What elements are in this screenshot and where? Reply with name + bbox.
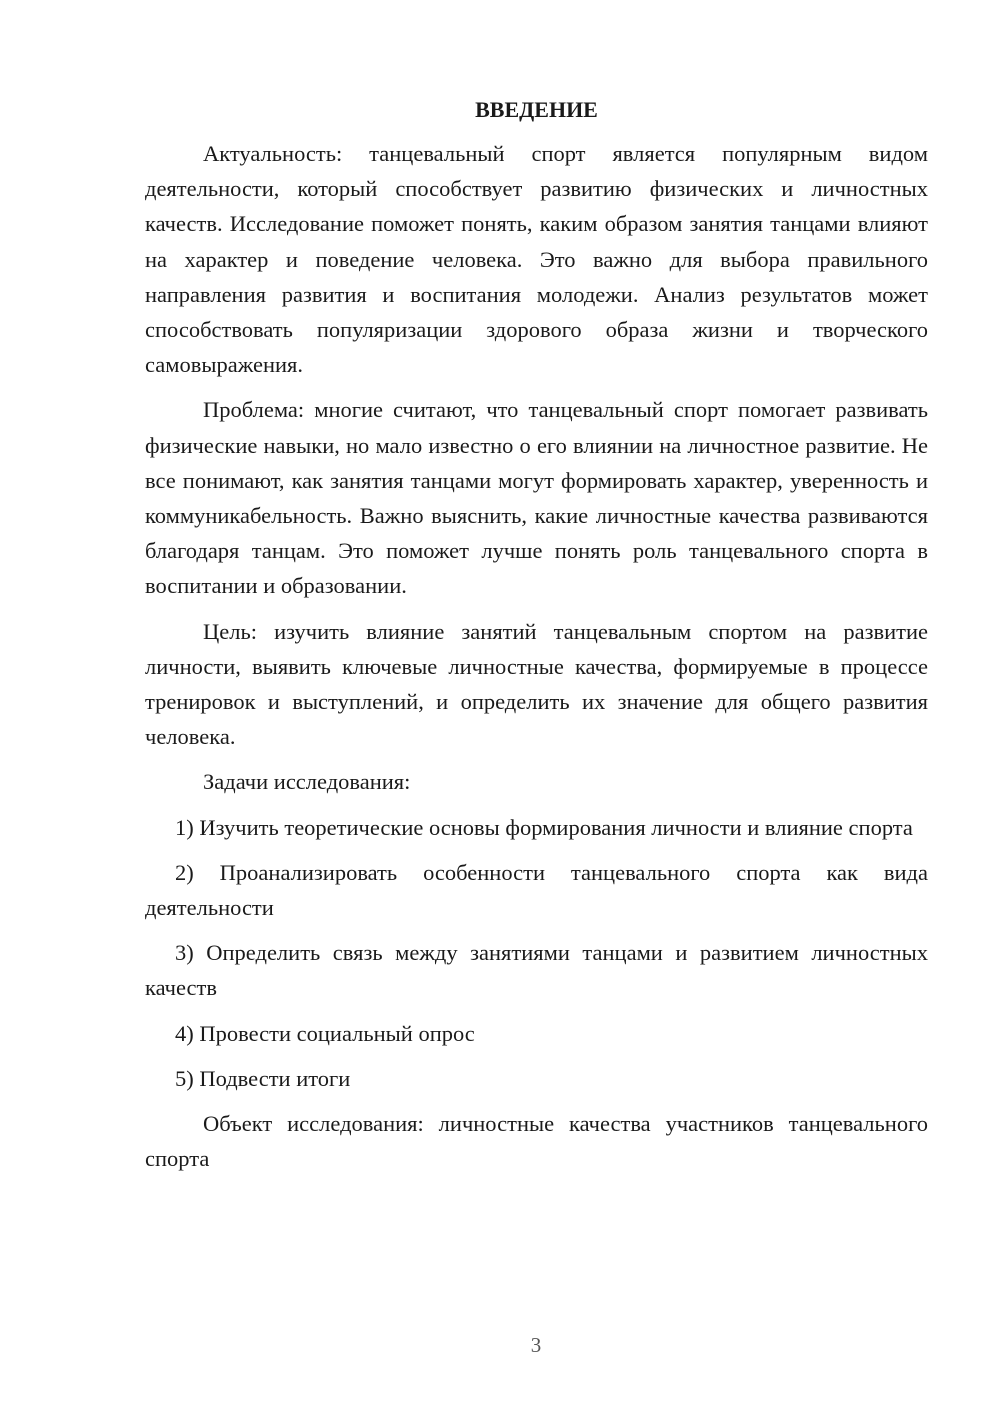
paragraph-goal: Цель: изучить влияние занятий танцевальным спортом на развитие личности, выявить ключевые личностные качества, формируемые в процессе тренировок и выступлений, и определить их значение для общего развития человека. bbox=[145, 618, 928, 750]
page-title: ВВЕДЕНИЕ bbox=[475, 97, 598, 122]
task-item-4: 4) Провести социальный опрос bbox=[175, 1020, 475, 1046]
task-item-5: 5) Подвести итоги bbox=[175, 1065, 351, 1091]
tasks-heading: Задачи исследования: bbox=[203, 769, 411, 795]
task-item-2: 2) Проанализировать особенности танцевального спорта как вида деятельности bbox=[145, 859, 928, 921]
task-item-1: 1) Изучить теоретические основы формирования личности и влияние спорта bbox=[175, 814, 913, 840]
paragraph-relevance: Актуальность: танцевальный спорт является популярным видом деятельности, который способствует развитию физических и личностных качеств. Исследование поможет понять, каким образом занятия танцами влияют на характер и поведение человека. Это важно для выбора правильного направления развития и воспитания молодежи. Анализ результатов может способствовать популяризации здорового образа жизни и творческого самовыражения. bbox=[145, 141, 928, 378]
document-page bbox=[145, 92, 928, 1186]
paragraph-problem: Проблема: многие считают, что танцевальный спорт помогает развивать физические навыки, но мало известно о его влиянии на личностное развитие. Не все понимают, как занятия танцами могут формировать характер, уверенность и коммуникабельность. Важно выяснить, какие личностные качества развиваются благодаря танцам. Это поможет лучше понять роль танцевального спорта в воспитании и образовании. bbox=[145, 397, 928, 599]
paragraph-object: Объект исследования: личностные качества участников танцевального спорта bbox=[145, 1111, 928, 1172]
page-number: 3 bbox=[530, 1333, 542, 1357]
task-item-3: 3) Определить связь между занятиями танцами и развитием личностных качеств bbox=[145, 940, 928, 1001]
